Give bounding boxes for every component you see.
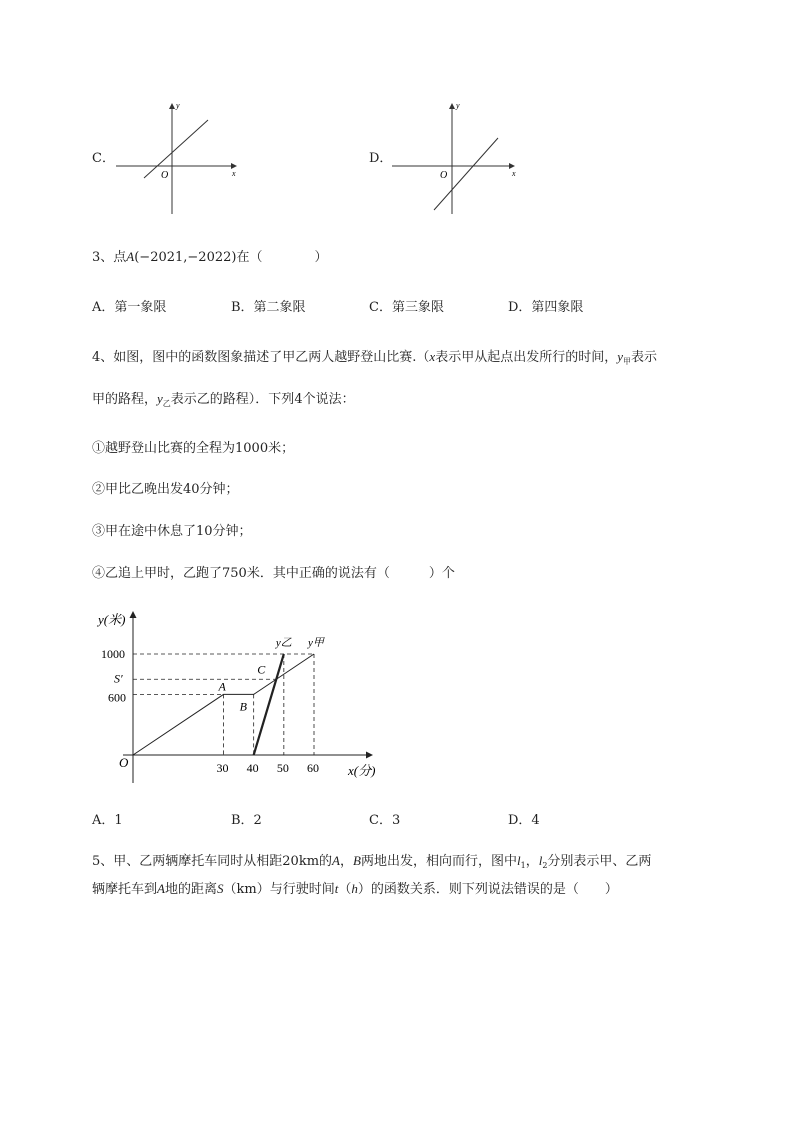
q4-statement-2: ②甲比乙晚出发40分钟； [92, 482, 239, 497]
q3-coords: (−2021,−2022) [134, 250, 237, 265]
q4-var-y: y [157, 391, 163, 406]
q4-number: 4 [294, 392, 303, 407]
q5-text: 两地出发，相向而行，图中 [360, 854, 517, 869]
q4-option-b[interactable]: B．2 [231, 813, 262, 828]
y-axis-label: y [456, 101, 460, 110]
q5-sub: 2 [542, 861, 548, 870]
q5-text: ， [525, 854, 539, 869]
q4-var-sub: 甲 [622, 357, 631, 366]
y-tick-label-1000: 1000 [101, 647, 125, 661]
x-tick-label: 30 [216, 761, 229, 775]
y-axis-label: y [176, 101, 180, 110]
q5-var: l [516, 853, 521, 868]
x-axis-label: x [512, 169, 516, 178]
question-3-stem [92, 248, 327, 267]
chart-origin-label: O [119, 755, 129, 770]
q4-text: 表示 [630, 350, 657, 365]
x-tick-label: 40 [246, 761, 259, 775]
q5-var: l [538, 853, 543, 868]
q5-var: A [332, 853, 340, 868]
q4-statement-1: ①越野登山比赛的全程为1000米； [92, 441, 295, 456]
question-4-line-2 [92, 390, 355, 413]
point-label-c: C [257, 662, 266, 677]
q3-option-b[interactable]: B．第二象限 [231, 300, 306, 315]
y-tick-label-s-prime: S′ [114, 671, 123, 686]
series-label-jia: y甲 [308, 637, 324, 649]
y-axis-title: y(米) [98, 612, 126, 627]
q3-suffix: 在（ ） [236, 250, 328, 265]
q4-var-y: y [617, 349, 623, 364]
q5-text: （ [338, 882, 352, 897]
q5-sub: 1 [520, 861, 526, 870]
q4-text: 甲的路程， [92, 392, 158, 407]
q5-var: A [157, 881, 165, 896]
q3-point-name: A [126, 249, 135, 264]
y-tick-label-600: 600 [108, 690, 126, 705]
option-d-graph[interactable] [390, 98, 520, 218]
question-5-line-1 [92, 852, 651, 875]
q4-text: 个说法： [302, 392, 355, 407]
x-tick-label: 50 [276, 761, 289, 775]
x-axis-label: x [232, 169, 236, 178]
q4-option-c[interactable]: C．3 [369, 813, 401, 828]
x-tick-label: 60 [307, 761, 319, 775]
option-c-graph[interactable] [112, 98, 242, 218]
q3-option-d[interactable]: D．第四象限 [508, 300, 584, 315]
q5-text: （km）与行驶时间 [223, 882, 335, 897]
q5-var: h [351, 881, 358, 896]
x-axis-title: x(分) [348, 763, 376, 778]
q4-text: 表示甲从起点出发所行的时间， [435, 350, 618, 365]
q5-text: 5、甲、乙两辆摩托车同时从相距20km的 [92, 854, 333, 869]
q5-text: ）的函数关系．则下列说法错误的是（ ） [357, 882, 618, 897]
race-chart [92, 604, 392, 789]
q5-text: 辆摩托车到 [92, 882, 158, 897]
q5-var: S [216, 881, 224, 896]
q4-text: 表示乙的路程）．下列 [170, 392, 295, 407]
q4-option-a[interactable]: A．1 [92, 813, 123, 828]
q4-statement-4: ④乙追上甲时，乙跑了750米．其中正确的说法有（ ）个 [92, 566, 455, 581]
q4-statement-3: ③甲在途中休息了10分钟； [92, 524, 252, 539]
question-4-line-1 [92, 348, 657, 371]
series-label-yi: y乙 [275, 637, 292, 649]
option-c-label[interactable]: C． [92, 151, 115, 166]
q3-option-a[interactable]: A．第一象限 [92, 300, 167, 315]
q5-var: B [353, 853, 361, 868]
q5-text: 分别表示甲、乙两 [547, 854, 652, 869]
q4-text: 4、如图，图中的函数图象描述了甲乙两人越野登山比赛.（ [92, 350, 430, 365]
q4-var-sub: 乙 [162, 399, 171, 408]
origin-label: O [440, 170, 448, 181]
function-line [144, 120, 208, 178]
q5-text: ， [339, 854, 353, 869]
q3-prefix: 3、点 [92, 250, 127, 265]
option-d-label[interactable]: D． [369, 151, 393, 166]
q5-var: t [334, 881, 339, 896]
question-5-line-2 [92, 880, 618, 899]
point-label-b: B [239, 699, 247, 714]
q5-text: 地的距离 [164, 882, 217, 897]
q3-option-c[interactable]: C．第三象限 [369, 300, 444, 315]
q4-var-x: x [429, 349, 436, 364]
q4-option-d[interactable]: D．4 [508, 813, 540, 828]
origin-label: O [161, 170, 169, 181]
point-label-a: A [218, 679, 226, 694]
